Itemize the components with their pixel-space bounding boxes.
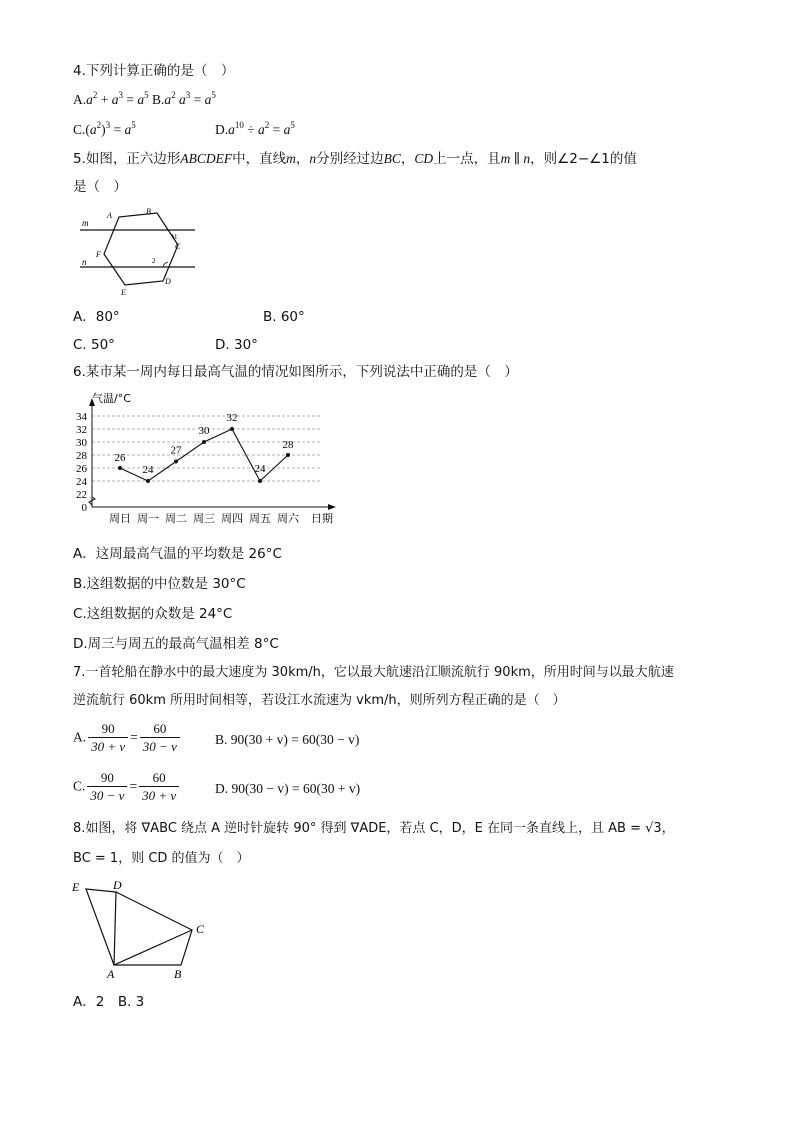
chart-x-tick-label: 周一 <box>137 512 159 525</box>
q4-option-b: $B.a^2$ $a^3 = a^5$ <box>152 90 216 107</box>
q8-stem-line1: 8.如图，将 ∇ABC 绕点 A 逆时针旋转 90° 得到 ∇ADE，若点 C，D，E 在同一条直线上，且 AB = √3， <box>73 821 675 836</box>
chart-point <box>202 440 206 444</box>
q6-option-b: B.这组数据的中位数是 30°C <box>73 576 246 592</box>
chart-point <box>286 453 290 457</box>
q6-option-d: D.周三与周五的最高气温相差 8°C <box>73 636 279 652</box>
q8-rotation-figure <box>70 878 215 983</box>
chart-y-tick-label: 24 <box>76 476 87 488</box>
chart-x-tick-label: 周六 <box>277 512 299 525</box>
q5-label-B: B <box>146 207 151 216</box>
chart-point <box>174 460 178 464</box>
chart-point <box>258 479 262 483</box>
chart-series <box>115 412 295 483</box>
chart-y-tick-label: 0 <box>81 502 87 514</box>
chart-x-ticks <box>109 512 300 525</box>
q5-label-D: D <box>165 277 171 286</box>
q5-angle-1-label: 1 <box>174 233 178 241</box>
q5-angle-2-label: 2 <box>152 257 156 265</box>
q4-option-a: $A.a^2 + a^3 = a^5$ <box>73 90 149 107</box>
chart-x-axis-arrow <box>328 504 336 510</box>
q5-option-c: C. 50° <box>73 337 115 353</box>
chart-data-label: 27 <box>170 444 182 457</box>
chart-x-tick-label: 周四 <box>221 512 243 525</box>
temperature-line-chart <box>70 390 350 530</box>
q8-label-B: B <box>174 967 182 981</box>
q7-option-a: A. $\frac{90}{30 + v}$ = $\frac{60}{30 - v}$ <box>73 720 182 755</box>
q5-label-C: C <box>175 242 181 251</box>
q6-option-a: A．这周最高气温的平均数是 26°C <box>73 546 282 562</box>
q5-stem-line1: 5.如图，正六边形ABCDEF中，直线m，n分别经过边BC，CD上一点，且m ∥ n，则∠2−∠1的值 <box>73 151 637 167</box>
q5-option-d: D. 30° <box>215 337 258 353</box>
chart-point <box>146 479 150 483</box>
q5-label-A: A <box>107 211 112 220</box>
q5-label-F: F <box>96 250 101 259</box>
q5-stem-line2: 是（ ） <box>73 179 127 195</box>
chart-x-tick-label: 周日 <box>109 512 131 525</box>
q7-stem-line2: 逆流航行 60km 所用时间相等，若设江水流速为 vkm/h，则所列方程正确的是（ ） <box>73 693 566 708</box>
chart-y-tick-label: 28 <box>76 450 87 462</box>
chart-y-ticks <box>76 411 88 514</box>
q7-option-d: D. 90(30 − v) = 60(30 + v) <box>215 781 361 796</box>
chart-data-label: 26 <box>114 452 126 464</box>
q8-label-D: D <box>113 878 122 892</box>
chart-data-label: 24 <box>142 464 154 476</box>
q5-hexagon-figure <box>75 205 205 297</box>
chart-x-tick-label: 周五 <box>249 512 271 525</box>
q6-stem: 6.某市某一周内每日最高气温的情况如图所示，下列说法中正确的是（ ） <box>73 364 518 380</box>
q7-option-b: B. 90(30 + v) = 60(30 − v) <box>215 732 360 747</box>
q4-option-d: $D.a^{10} \div a^2 = a^5$ <box>215 120 295 137</box>
q5-option-b: B. 60° <box>263 309 305 325</box>
chart-y-axis-label: 气温/°C <box>92 392 131 405</box>
chart-y-tick-label: 32 <box>76 424 87 436</box>
chart-x-tick-label: 周二 <box>165 512 187 525</box>
q5-label-E: E <box>121 288 126 297</box>
chart-y-tick-label: 30 <box>76 437 87 449</box>
q4-stem: 4.下列计算正确的是（ ） <box>73 63 235 79</box>
chart-x-tick-label: 周三 <box>193 512 215 525</box>
chart-y-tick-label: 22 <box>76 489 87 501</box>
q5-option-a: A．80° <box>73 309 120 325</box>
q7-stem-line1: 7.一首轮船在静水中的最大速度为 30km/h，它以最大航速沿江顺流航行 90km，所用时间与以最大航速 <box>73 665 674 680</box>
q5-label-n: n <box>82 257 87 267</box>
chart-data-label: 32 <box>226 412 238 424</box>
q8-label-E: E <box>72 880 80 894</box>
chart-y-tick-label: 34 <box>76 411 87 423</box>
q8-label-C: C <box>196 922 205 936</box>
q8-options: A．2 B. 3 <box>73 994 145 1010</box>
q4-option-c: $C.(a^2)^3 = a^5$ <box>73 120 136 137</box>
chart-data-label: 24 <box>254 463 266 475</box>
chart-data-label: 28 <box>282 439 294 451</box>
q8-label-A: A <box>107 967 115 981</box>
q5-label-m: m <box>82 218 89 228</box>
chart-y-tick-label: 26 <box>76 463 87 475</box>
chart-axes <box>89 398 336 510</box>
chart-point <box>230 427 234 431</box>
q8-stem-line2: BC = 1，则 CD 的值为（ ） <box>73 851 250 866</box>
q4-options-ab <box>73 91 216 109</box>
chart-data-label: 30 <box>198 425 210 437</box>
q6-option-c: C.这组数据的众数是 24°C <box>73 606 233 622</box>
q7-option-c: C. $\frac{90}{30 - v}$ = $\frac{60}{30 + v}$ <box>73 769 181 804</box>
chart-point <box>118 466 122 470</box>
chart-x-axis-label: 日期 <box>311 512 333 525</box>
